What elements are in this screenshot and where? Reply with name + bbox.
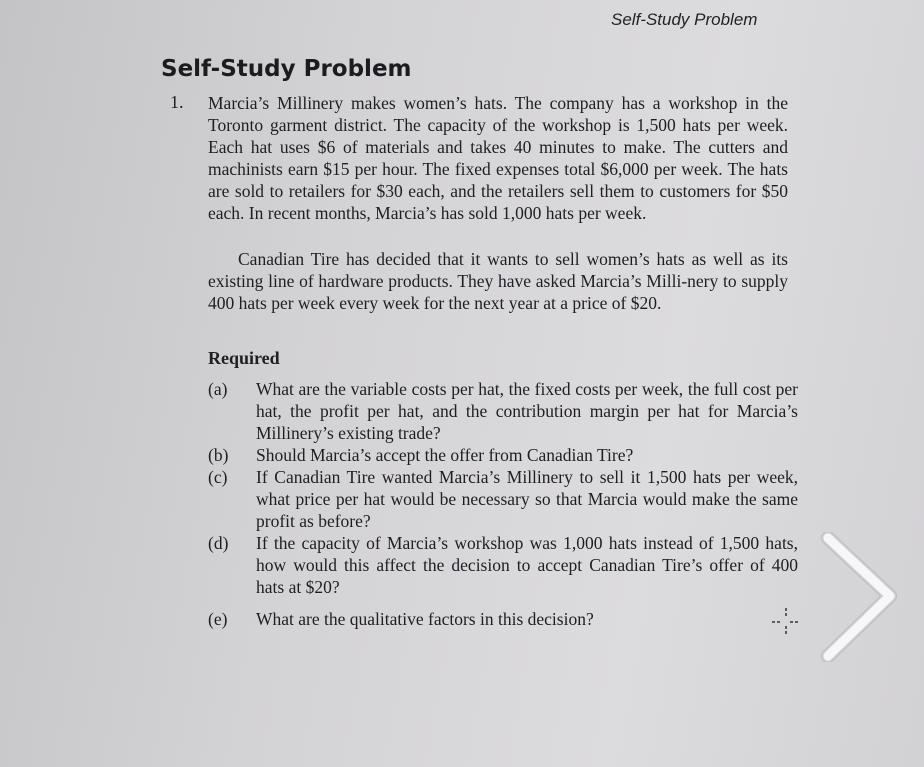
- required-heading: Required: [208, 348, 280, 368]
- question-item: [208, 608, 798, 630]
- question-text: What are the variable costs per hat, the fixed costs per week, the full cost per hat, the profit per hat, and the contribution margin per hat for Marcia’s Millinery’s existing trade?: [256, 379, 798, 443]
- question-text: Should Marcia’s accept the offer from Canadian Tire?: [256, 445, 634, 465]
- crosshair-icon: [770, 606, 802, 643]
- question-text: What are the qualitative factors in this decision?: [256, 609, 594, 629]
- question-letter: (e): [208, 609, 228, 629]
- question-item: [208, 444, 798, 466]
- question-item: [208, 466, 798, 532]
- problem-number: 1.: [170, 92, 184, 112]
- question-letter: (c): [208, 467, 228, 487]
- question-text: If Canadian Tire wanted Marcia’s Millinery to sell it 1,500 hats per week, what price per hat would be necessary so that Marcia would make the same profit as before?: [256, 467, 798, 531]
- question-item: [208, 378, 798, 444]
- question-letter: (a): [208, 379, 228, 399]
- question-list: [208, 378, 798, 630]
- chevron-right-icon[interactable]: [820, 532, 900, 667]
- problem-paragraph-1: Marcia’s Millinery makes women’s hats. The company has a workshop in the Toronto garment district. The capacity of the workshop is 1,500 hats per week. Each hat uses $6 of materials and takes 40 minutes to make. The cutters and machinists earn $15 per hour. The fixed expenses total $6,000 per week. The hats are sold to retailers for $30 each, and the retailers sell them to customers for $50 each. In recent months, Marcia’s has sold 1,000 hats per week.: [208, 93, 788, 223]
- running-head: Self-Study Problem: [611, 10, 758, 29]
- section-title: Self-Study Problem: [161, 56, 412, 82]
- question-letter: (d): [208, 533, 229, 553]
- problem-paragraph-2: Canadian Tire has decided that it wants to sell women’s hats as well as its existing line of hardware products. They have asked Marcia’s Milli-nery to supply 400 hats per week every week for the next year at a price of $20.: [208, 249, 788, 313]
- question-item: [208, 532, 798, 598]
- question-text: If the capacity of Marcia’s workshop was 1,000 hats instead of 1,500 hats, how would this affect the decision to accept Canadian Tire’s offer of 400 hats at $20?: [256, 533, 798, 597]
- question-letter: (b): [208, 445, 229, 465]
